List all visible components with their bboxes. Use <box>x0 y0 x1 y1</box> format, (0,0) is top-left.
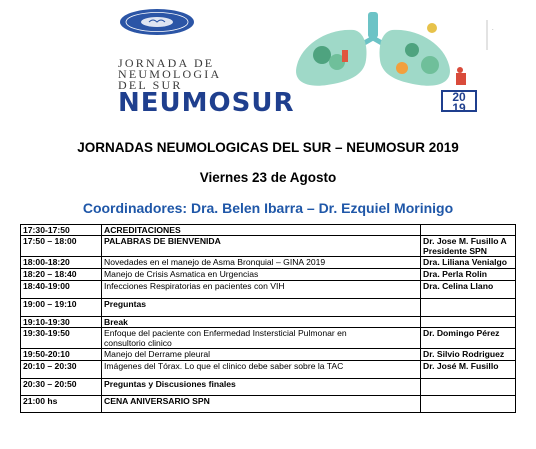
schedule-speaker <box>421 317 516 328</box>
schedule-time: 18:40-19:00 <box>21 281 102 299</box>
schedule-row <box>21 328 516 349</box>
schedule-speaker <box>421 328 516 349</box>
speaker-name: Dra. Liliana Venialgo <box>423 257 508 267</box>
schedule-activity <box>102 225 421 236</box>
schedule-speaker <box>421 257 516 269</box>
schedule-speaker <box>421 236 516 257</box>
schedule-activity <box>102 379 421 396</box>
schedule-activity <box>102 269 421 281</box>
schedule-activity <box>102 349 421 361</box>
coordinators-line: Coordinadores: Dra. Belen Ibarra – Dr. Ezquiel Morinigo <box>82 200 454 216</box>
activity-text: Enfoque del paciente con Enfermedad Instersticial Pulmonar en <box>104 328 347 338</box>
schedule-speaker <box>421 379 516 396</box>
schedule-time: 19:30-19:50 <box>21 328 102 349</box>
schedule-row <box>21 281 516 299</box>
schedule-activity <box>102 281 421 299</box>
speaker-name: Dr. José M. Fusillo <box>423 361 499 371</box>
schedule-time: 19:10-19:30 <box>21 317 102 328</box>
schedule-activity <box>102 396 421 413</box>
schedule-row <box>21 361 516 379</box>
svg-text:.: . <box>492 26 494 32</box>
schedule-row <box>21 396 516 413</box>
schedule-row <box>21 349 516 361</box>
lungs-illustration <box>282 10 532 90</box>
activity-text: Break <box>104 317 128 327</box>
activity-text: Preguntas <box>104 299 147 309</box>
event-date: Viernes 23 de Agosto <box>199 170 337 185</box>
schedule-time: 21:00 hs <box>21 396 102 413</box>
schedule-speaker <box>421 349 516 361</box>
activity-text: Manejo de Crisis Asmatica en Urgencias <box>104 269 259 279</box>
speaker-name: Dr. Jose M. Fusillo A <box>423 236 507 246</box>
schedule-activity <box>102 236 421 257</box>
schedule-time: 17:30-17:50 <box>21 225 102 236</box>
schedule-row <box>21 257 516 269</box>
schedule-activity <box>102 317 421 328</box>
schedule-table <box>20 224 516 413</box>
schedule-activity <box>102 299 421 317</box>
activity-text: ACREDITACIONES <box>104 225 181 235</box>
schedule-time: 20:30 – 20:50 <box>21 379 102 396</box>
activity-text: Imágenes del Tórax. Lo que el clinico debe saber sobre la TAC <box>104 361 344 371</box>
schedule-time: 20:10 – 20:30 <box>21 361 102 379</box>
activity-text: PALABRAS DE BIENVENIDA <box>104 236 221 246</box>
activity-text-cont: consultorio clinico <box>104 338 172 348</box>
schedule-speaker <box>421 299 516 317</box>
schedule-time: 17:50 – 18:00 <box>21 236 102 257</box>
schedule-speaker <box>421 281 516 299</box>
schedule-speaker <box>421 269 516 281</box>
year-badge <box>441 90 477 115</box>
schedule-speaker <box>421 396 516 413</box>
schedule-time: 19:50-20:10 <box>21 349 102 361</box>
activity-text: CENA ANIVERSARIO SPN <box>104 396 210 406</box>
society-seal-logo <box>118 8 196 36</box>
schedule-row <box>21 236 516 257</box>
schedule-row <box>21 299 516 317</box>
event-logo-text <box>118 58 268 91</box>
activity-text: Manejo del Derrame pleural <box>104 349 211 359</box>
schedule-activity <box>102 257 421 269</box>
schedule-activity <box>102 361 421 379</box>
schedule-time: 18:20 – 18:40 <box>21 269 102 281</box>
speaker-role: Presidente SPN <box>423 246 487 256</box>
schedule-activity <box>102 328 421 349</box>
schedule-time: 19:00 – 19:10 <box>21 299 102 317</box>
schedule-row <box>21 225 516 236</box>
activity-text: Preguntas y Discusiones finales <box>104 379 236 389</box>
schedule-speaker <box>421 361 516 379</box>
year-top: 20 <box>452 90 466 104</box>
schedule-row <box>21 379 516 396</box>
schedule-time: 18:00-18:20 <box>21 257 102 269</box>
logo-line-3: DEL SUR <box>118 78 183 92</box>
schedule-row <box>21 317 516 328</box>
schedule-speaker <box>421 225 516 236</box>
brand-wordmark: NEUMOSUR <box>118 88 295 118</box>
logo-line-2: NEUMOLOGIA <box>118 67 222 81</box>
speaker-name: Dr. Domingo Pérez <box>423 328 500 338</box>
speaker-name: Dra. Perla Rolin <box>423 269 487 279</box>
activity-text: Infecciones Respiratorias en pacientes con VIH <box>104 281 285 291</box>
logo-line-1: JORNADA DE <box>118 56 215 70</box>
activity-text: Novedades en el manejo de Asma Bronquial – GINA 2019 <box>104 257 326 267</box>
document-title: JORNADAS NEUMOLOGICAS DEL SUR – NEUMOSUR 2019 <box>77 140 459 155</box>
speaker-name: Dra. Celina Llano <box>423 281 494 291</box>
schedule-row <box>21 269 516 281</box>
year-bottom: 19 <box>452 101 466 115</box>
speaker-name: Dr. Silvio Rodriguez <box>423 349 505 359</box>
